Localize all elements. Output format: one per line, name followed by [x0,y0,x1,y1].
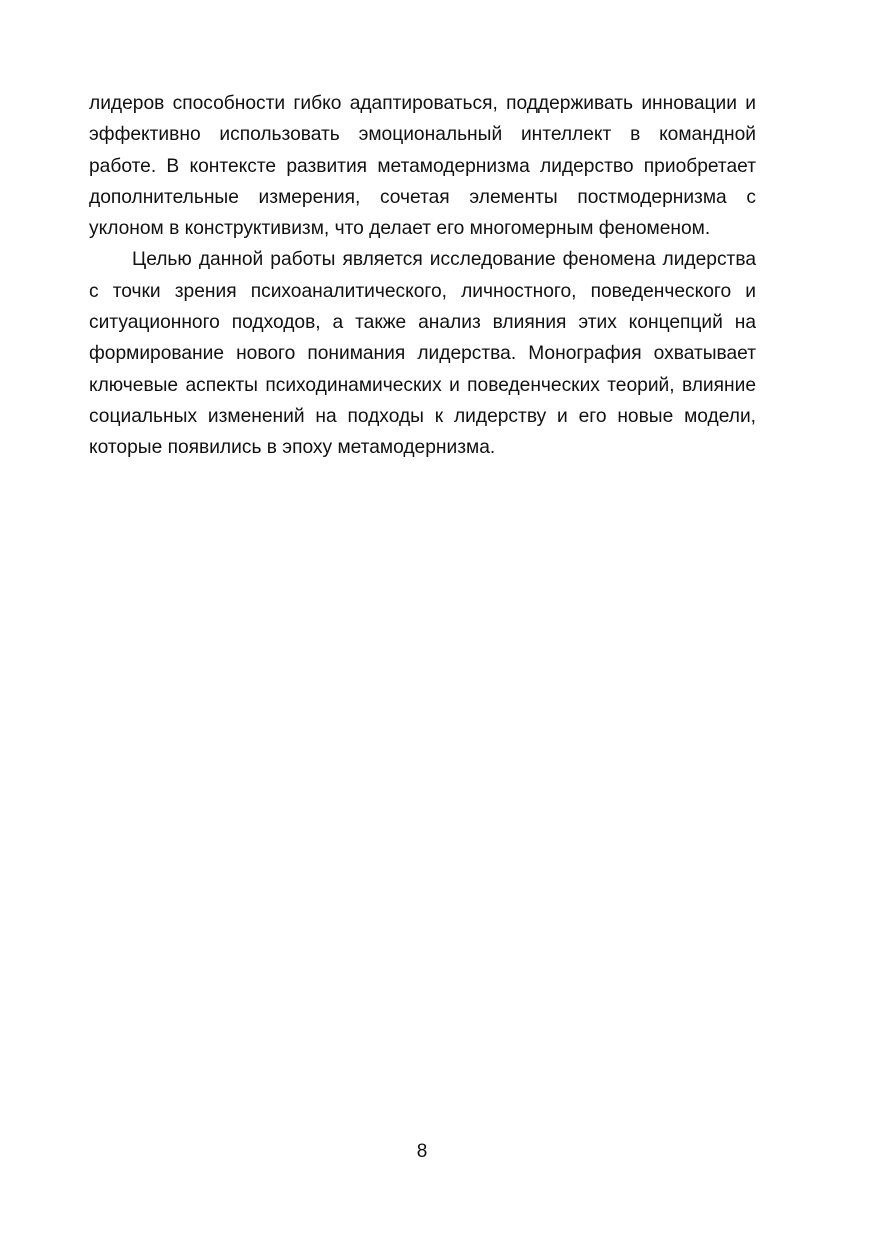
page-number: 8 [416,1141,428,1162]
paragraph-work-goal: Целью данной работы является исследование феномена лидерства с точки зрения психоаналитического, личностного, поведенческого и ситуационного подходов, а также анализ влияния этих концепций на формирование нового понимания лидерства. Монография охватывает ключевые аспекты психодинамических и поведенческих теорий, влияние социальных изменений на подходы к лидерству и его новые модели, которые появились в эпоху метамодернизма. [89,249,756,459]
body-text [89,88,756,464]
paragraph-continuation: лидеров способности гибко адаптироваться, поддерживать инновации и эффективно использовать эмоциональный интеллект в командной работе. В контексте развития метамодернизма лидерство приобретает дополнительные измерения, сочетая элементы постмодернизма с уклоном в конструктивизм, что делает его многомерным феноменом. [89,93,756,240]
